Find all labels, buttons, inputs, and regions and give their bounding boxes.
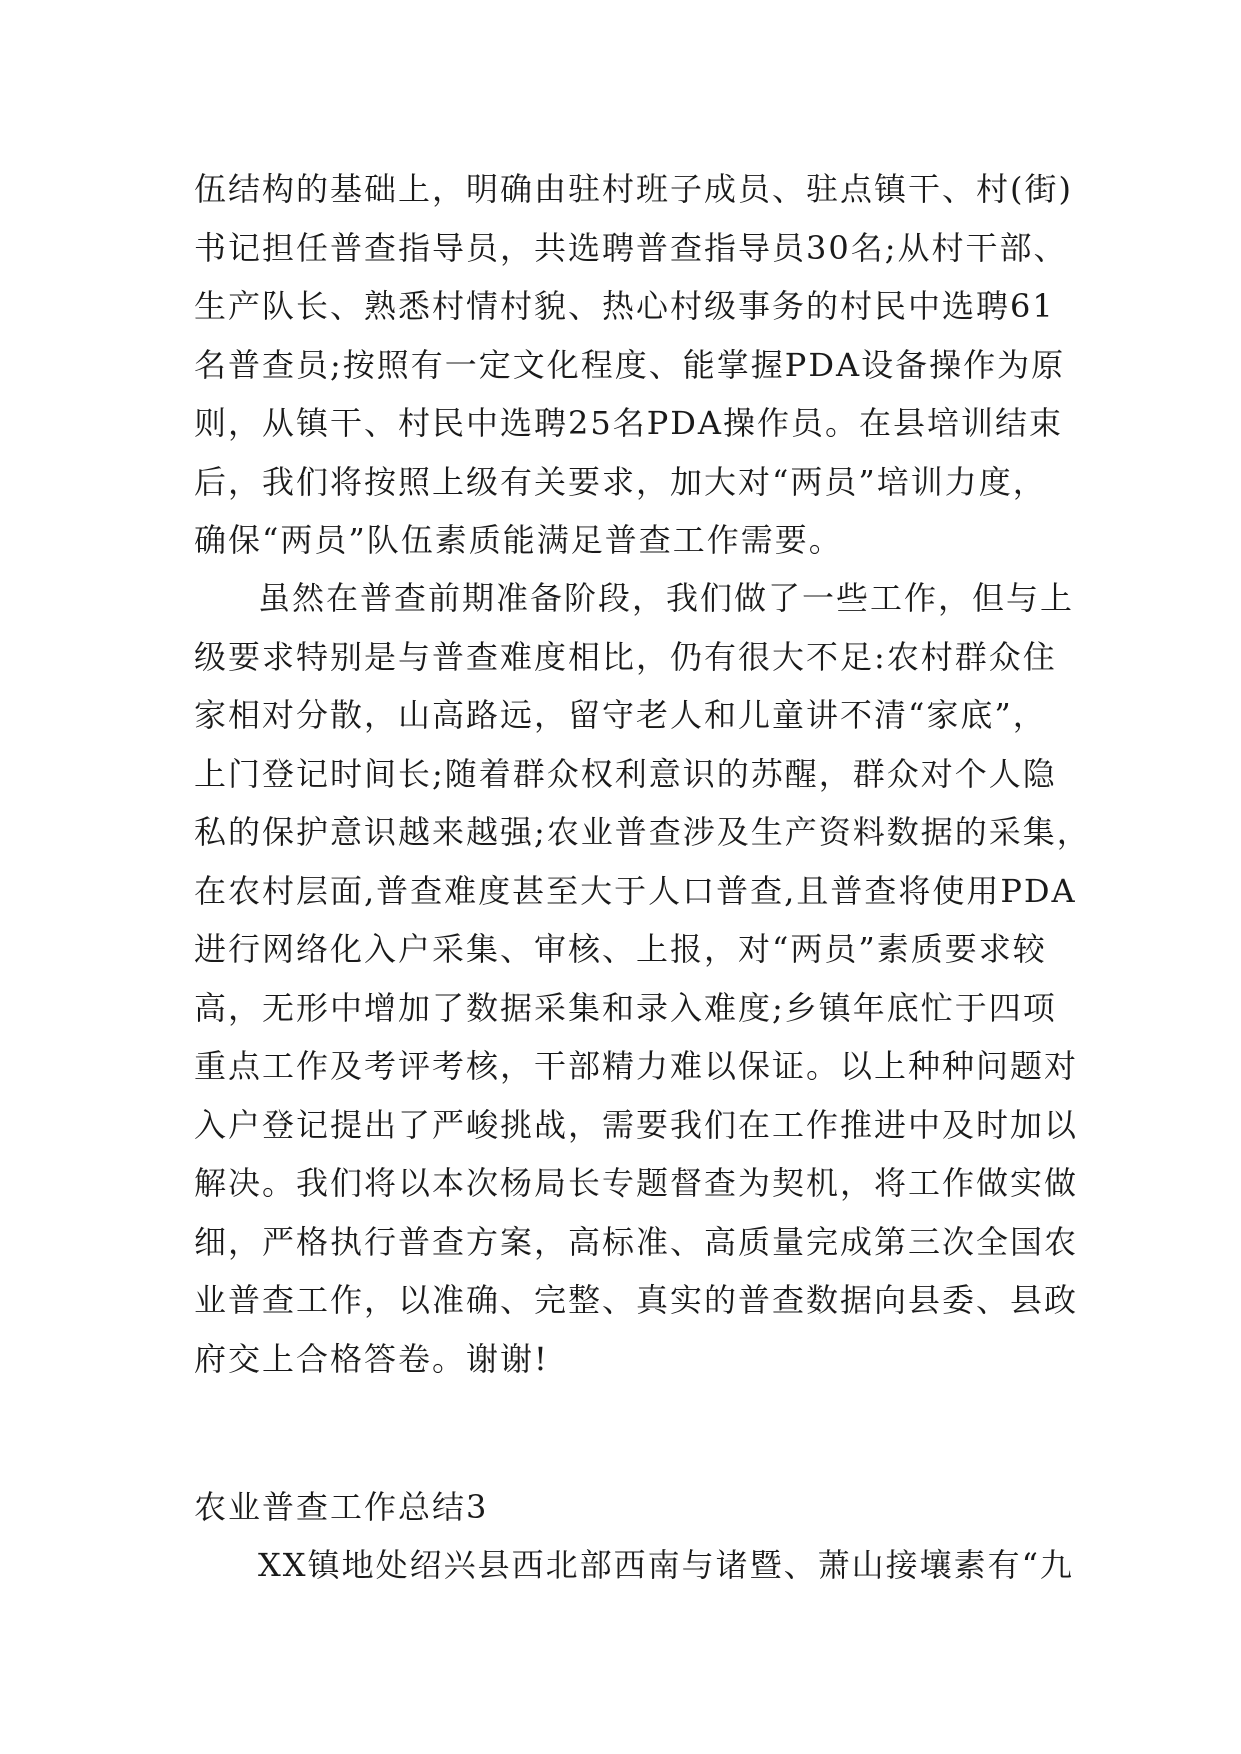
- paragraph-line: 生产队长、熟悉村情村貌、热心村级事务的村民中选聘61: [194, 287, 1055, 325]
- section-heading-text: 农业普查工作总结3: [194, 1488, 489, 1526]
- paragraph-line: 书记担任普查指导员，共选聘普查指导员30名;从村干部、: [194, 228, 1068, 267]
- paragraph-line: 伍结构的基础上，明确由驻村班子成员、驻点镇干、村(街): [194, 170, 1073, 208]
- paragraph-line: 级要求特别是与普查难度相比，仍有很大不足:农村群众住: [194, 637, 1057, 676]
- paragraph-line: 上门登记时间长;随着群众权利意识的苏醒，群众对个人隐: [194, 754, 1057, 793]
- paragraph-line: 入户登记提出了严峻挑战，需要我们在工作推进中及时加以: [194, 1105, 1079, 1144]
- paragraph-line: 虽然在普查前期准备阶段，我们做了一些工作，但与上: [258, 579, 1075, 617]
- section-heading: [194, 1478, 1064, 1537]
- paragraph-line: 家相对分散，山高路远，留守老人和儿童讲不清“家底”，: [194, 696, 1047, 734]
- paragraph-line: 高，无形中增加了数据采集和录入难度;乡镇年底忙于四项: [194, 988, 1057, 1027]
- paragraph-line: 私的保护意识越来越强;农业普查涉及生产资料数据的采集，: [194, 813, 1091, 851]
- paragraph-line: 则，从镇干、村民中选聘25名PDA操作员。在县培训结束: [194, 404, 1064, 442]
- paragraph-line: 在农村层面,普查难度甚至大于人口普查,且普查将使用PDA: [194, 871, 1077, 910]
- paragraph-line: 后，我们将按照上级有关要求，加大对“两员”培训力度，: [194, 462, 1047, 501]
- paragraph-line: XX镇地处绍兴县西北部西南与诸暨、萧山接壤素有“九: [258, 1546, 1074, 1584]
- paragraph-line: 府交上合格答卷。谢谢!: [194, 1339, 549, 1378]
- paragraph-line: 解决。我们将以本次杨局长专题督查为契机，将工作做实做: [194, 1164, 1079, 1202]
- paragraph-line: 进行网络化入户采集、审核、上报，对“两员”素质要求较: [194, 930, 1047, 968]
- paragraph-intro: [194, 1536, 1074, 1595]
- paragraph-line: 确保“两员”队伍素质能满足普查工作需要。: [194, 521, 843, 559]
- paragraph-shortcomings: [194, 569, 1091, 1388]
- paragraph-continued: [194, 160, 1073, 570]
- paragraph-line: 重点工作及考评考核，干部精力难以保证。以上种种问题对: [194, 1047, 1079, 1085]
- paragraph-line: 名普查员;按照有一定文化程度、能掌握PDA设备操作为原: [194, 345, 1066, 384]
- paragraph-line: 细，严格执行普查方案，高标准、高质量完成第三次全国农: [194, 1222, 1079, 1261]
- paragraph-line: 业普查工作，以准确、完整、真实的普查数据向县委、县政: [194, 1281, 1079, 1319]
